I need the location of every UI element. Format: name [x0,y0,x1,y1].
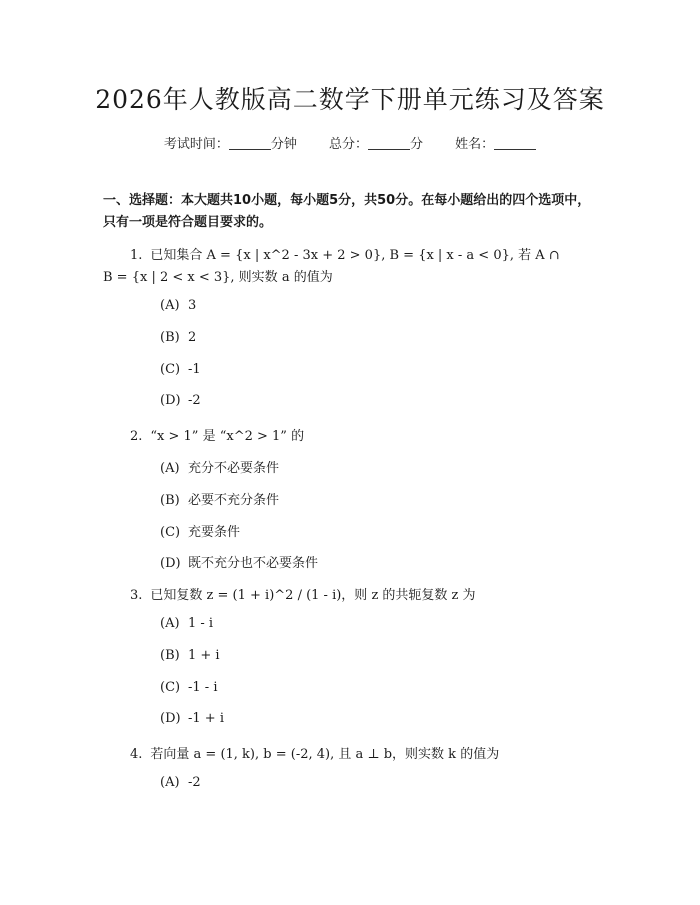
option-text: 既不充分也不必要条件 [188,556,319,571]
option-label: (D) [160,556,181,571]
option-text: -1 - i [188,680,218,695]
option-c[interactable] [160,680,217,695]
option-a[interactable] [160,616,213,631]
option-d[interactable] [160,393,201,408]
option-label: (B) [160,648,180,663]
option-c[interactable] [160,362,201,377]
option-text: 1 - i [188,616,214,631]
question-number: 3. [130,588,143,603]
option-label: (C) [160,525,181,540]
exam-time [164,133,297,152]
option-label: (A) [160,298,180,313]
question-2 [130,425,304,444]
option-b[interactable] [160,330,196,345]
option-label: (B) [160,330,180,345]
option-text: 3 [188,298,197,313]
option-c[interactable] [160,521,240,540]
name-label: 姓名： [455,137,495,152]
question-number: 4. [130,747,143,762]
question-text: 若向量 a = (1, k), b = (-2, 4), 且 a ⊥ b，则实数 k 的值为 [150,747,500,762]
score-unit: 分 [410,137,424,152]
page-title: 2026年人教版高二数学下册单元练习及答案 [95,85,605,114]
question-text: “x > 1” 是 “x^2 > 1” 的 [150,429,305,444]
total-score [329,133,423,152]
option-b[interactable] [160,648,220,663]
exam-meta [0,133,700,152]
option-label: (A) [160,616,180,631]
option-label: (C) [160,680,181,695]
option-a[interactable] [160,298,196,313]
option-text: 1 + i [188,648,220,663]
option-label: (D) [160,393,181,408]
option-text: 2 [188,330,197,345]
option-label: (C) [160,362,181,377]
option-text: -1 [188,362,201,377]
option-text: -1 + i [188,711,224,726]
option-b[interactable] [160,489,279,508]
option-a[interactable] [160,457,279,476]
section-heading: 一、选择题：本大题共10小题，每小题5分，共50分。在每小题给出的四个选项中，只有一项是符合题目要求的。 [103,193,591,230]
question-1-line2: B = {x | 2 < x < 3}, 则实数 a 的值为 [103,270,333,285]
option-label: (D) [160,711,181,726]
option-text: 充分不必要条件 [188,461,280,476]
option-label: (A) [160,461,180,476]
score-blank[interactable] [368,137,410,150]
time-label: 考试时间： [163,137,229,152]
option-text: -2 [188,775,201,790]
option-d[interactable] [160,552,318,571]
option-label: (A) [160,775,180,790]
time-unit: 分钟 [270,137,297,152]
time-blank[interactable] [229,137,271,150]
student-name [455,133,536,152]
option-text: 必要不充分条件 [188,493,280,508]
question-number: 1. [130,248,143,263]
question-text: 已知集合 A = {x | x^2 - 3x + 2 > 0}, B = {x | x - a < 0}, 若 A ∩ [150,248,560,263]
option-text: 充要条件 [188,525,241,540]
option-a[interactable] [160,775,201,790]
question-1 [130,244,560,263]
option-label: (B) [160,493,180,508]
name-blank[interactable] [494,137,536,150]
question-3 [130,584,476,603]
score-label: 总分： [328,137,368,152]
option-d[interactable] [160,711,224,726]
option-text: -2 [188,393,201,408]
question-4 [130,743,499,762]
question-number: 2. [130,429,143,444]
question-text: 已知复数 z = (1 + i)^2 / (1 - i)，则 z 的共轭复数 z 为 [150,588,476,603]
